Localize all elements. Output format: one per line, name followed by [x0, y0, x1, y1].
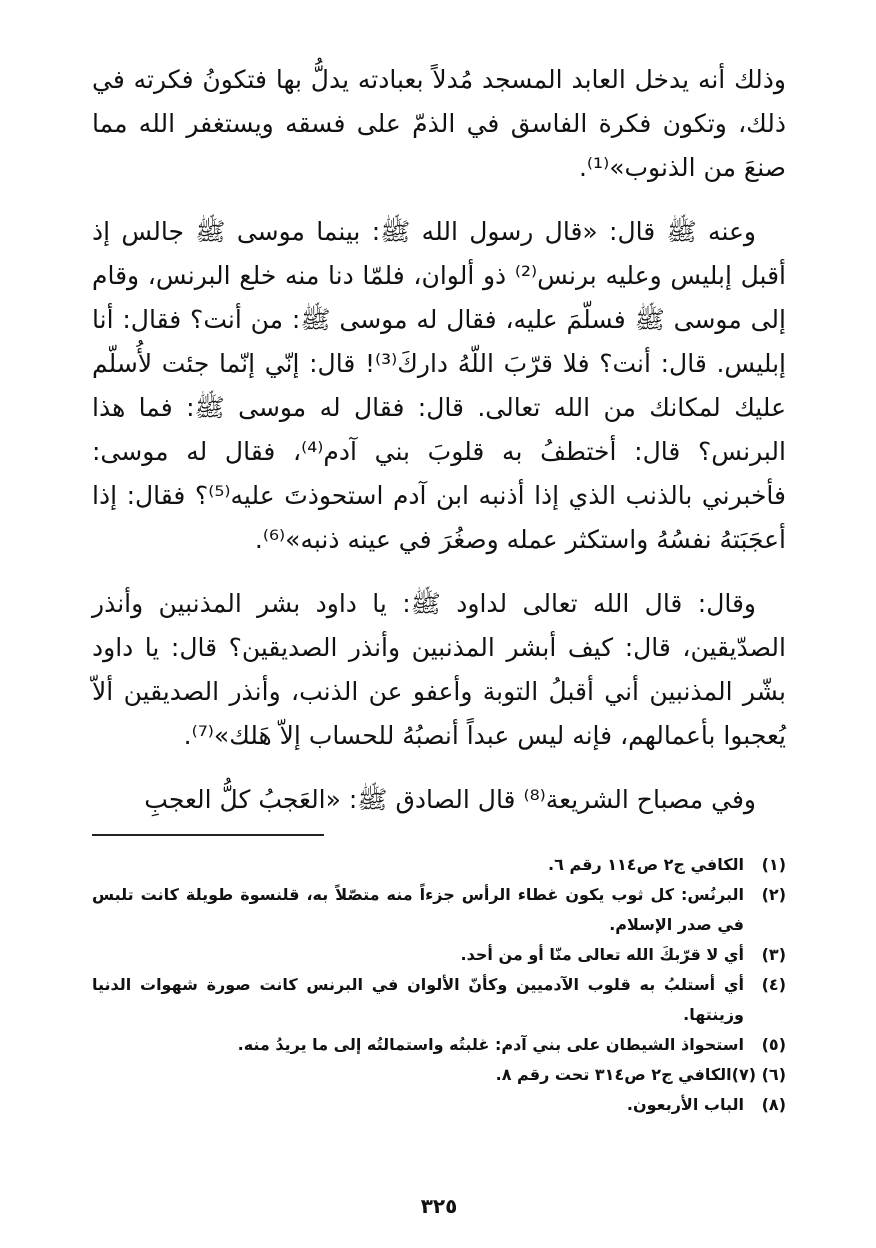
footnote: [92, 940, 786, 970]
footnote-text: الكافي ج٢ ص١١٤ رقم ٦.: [548, 855, 744, 874]
footnote-text: الكافي ج٢ ص٣١٤ تحت رقم ٨.: [495, 1065, 732, 1084]
footnote-number: (٤): [761, 975, 786, 994]
footnote-text: استحواذ الشيطان على بني آدم: غلبتُه واستمالتُه إلى ما يريدُ منه.: [237, 1035, 744, 1054]
paragraph: وقال: قال الله تعالى لداود ﷺ: يا داود بشر المذنبين وأنذر الصدّيقين، قال: كيف أبشر المذنبين وأنذر الصديقين؟ قال: يا داود بشّر المذنبين أني أقبلُ التوبة وأعفو عن الذنب، وأنذر الصديقين ألاّ يُعجبوا بأعمالهم، فإنه ليس عبداً أنصبُهُ للحساب إلاّ هَلك»⁽⁷⁾.: [92, 589, 786, 750]
footnote-text: أي أستلبُ به قلوب الآدميين وكأنّ الألوان في البرنس كانت صورة شهوات الدنيا وزينتها.: [92, 975, 744, 1024]
footnote-number: (٢): [761, 885, 786, 904]
footnote-separator: [92, 834, 324, 836]
footnote: [92, 1030, 786, 1060]
footnote-number: (٥): [761, 1035, 786, 1054]
paragraph: وفي مصباح الشريعة⁽⁸⁾ قال الصادق ﷺ: «العَجبُ كلُّ العجبِ: [144, 785, 756, 814]
footnote: [92, 970, 786, 1030]
footnote: [92, 880, 786, 940]
footnote-number: (٨): [761, 1095, 786, 1114]
footnote-text: البرنُس: كل ثوب يكون غطاء الرأس جزءاً منه متصّلاً به، قلنسوة طويلة كانت تلبس في صدر الإسلام.: [92, 885, 744, 934]
paragraph: وذلك أنه يدخل العابد المسجد مُدلاً بعبادته يدلُّ بها فتكونُ فكرته في ذلك، وتكون فكرة الفاسق في الذمّ على فسقه ويستغفر الله مما صنعَ من الذنوب»⁽¹⁾.: [92, 65, 786, 182]
footnote: [92, 850, 786, 880]
footnote-number: (٦) (٧): [731, 1065, 786, 1084]
main-text: [92, 58, 786, 822]
footnote-number: (٣): [761, 945, 786, 964]
page-number: ٣٢٥: [420, 1194, 458, 1218]
footnote-text: أي لا قرّبكَ الله تعالى منّا أو من أحد.: [460, 945, 744, 964]
footnote-text: الباب الأربعون.: [626, 1095, 744, 1114]
footnote: [92, 1060, 786, 1090]
book-page: [92, 58, 786, 1228]
footnote: [92, 1090, 786, 1120]
paragraph: وعنه ﷺ قال: «قال رسول الله ﷺ: بينما موسى ﷺ جالس إذ أقبل إبليس وعليه برنس⁽²⁾ ذو ألوان، فلمّا دنا منه خلع البرنس، وقام إلى موسى ﷺ فسلّمَ عليه، فقال له موسى ﷺ: من أنت؟ فقال: أنا إبليس. قال: أنت؟ فلا قرّبَ اللّهُ داركَ⁽³⁾! قال: إنّي إنّما جئت لأُسلّم عليك لمكانك من الله تعالى. قال: فقال له موسى ﷺ: فما هذا البرنس؟ قال: أختطفُ به قلوبَ بني آدم⁽⁴⁾، فقال له موسى: فأخبرني بالذنب الذي إذا أذنبه ابن آدم استحوذتَ عليه⁽⁵⁾؟ فقال: إذا أعجَبَتهُ نفسُهُ واستكثر عمله وصغُرَ في عينه ذنبه»⁽⁶⁾.: [92, 217, 786, 554]
footnote-number: (١): [761, 855, 786, 874]
footnotes: [92, 850, 786, 1120]
